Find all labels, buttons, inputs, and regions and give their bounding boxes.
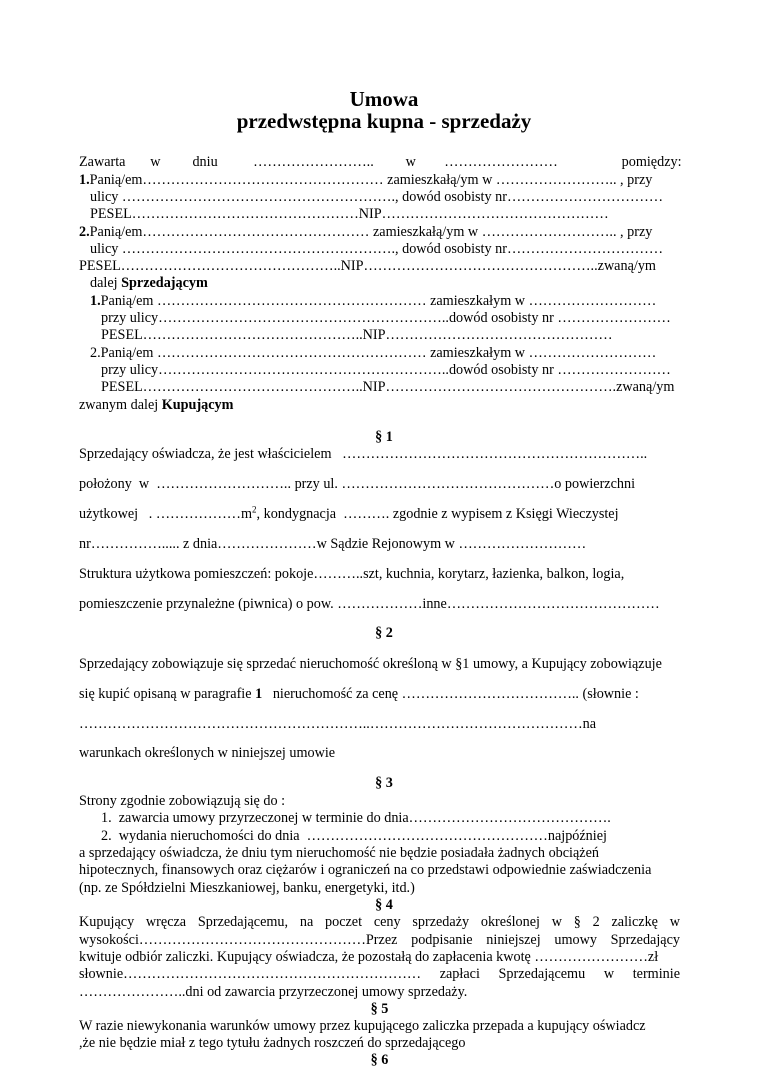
seller-term: Sprzedającym	[121, 275, 208, 291]
buyer-prefix: zwanym dalej	[79, 397, 162, 413]
section-3-line-6: (np. ze Spółdzielni Mieszkaniowej, banku, energetyki, itd.)	[79, 880, 415, 896]
party-1-text: Panią/em…………………………………………… zamieszkałą/ym w …………………….. , przy	[89, 172, 653, 188]
header-line-buyer-2: 2.Panią/em ………………………………………………… zamieszkałym w ………………………	[90, 345, 657, 361]
section-3-item-2: 2. wydania nieruchomości do dnia ……………………………………………najpóźniej	[101, 828, 607, 844]
header-line-party-1-ids: PESEL…………………………………………NIP…………………………………………	[90, 206, 609, 222]
section-1-line-1: Sprzedający oświadcza, że jest właścicielem ………………………………………………………..	[79, 446, 648, 462]
floor-text: , kondygnacja ………. zgodnie z wypisem z Księgi Wieczystej	[256, 506, 619, 522]
section-4-line-2: wysokości…………………………………………Przez podpisanie niniejszej umowy Sprzedający	[79, 932, 680, 948]
buyer-number-1: 1.	[90, 293, 101, 309]
seller-prefix: dalej	[90, 275, 122, 291]
section-3-heading: § 3	[375, 775, 393, 791]
section-2-heading: § 2	[375, 625, 393, 641]
party-number-1: 1.	[79, 172, 90, 188]
section-5-heading: § 5	[370, 1001, 389, 1017]
header-line-buyer-1	[90, 293, 656, 310]
section-4-line-4: słownie……………………………………………………… zapłaci Sprzedającemu w terminie	[79, 966, 680, 982]
section-2-line-1: Sprzedający zobowiązuje się sprzedać nieruchomość określoną w §1 umowy, a Kupujący zobowiązuje	[79, 656, 662, 672]
header-line-buyer-1-address: przy ulicy……………………………………………………..dowód osobisty nr ……………………	[101, 310, 671, 326]
section-1-heading: § 1	[375, 429, 393, 445]
header-line-seller-label	[90, 275, 208, 292]
header-line-buyer-2-ids: PESEL………………………………………..NIP………………………………………….zwaną/ym	[101, 379, 675, 395]
section-6-heading: § 6	[370, 1052, 389, 1068]
buyer-term: Kupującym	[161, 397, 234, 413]
section-2-line-2	[79, 686, 639, 703]
section-4-line-1: Kupujący wręcza Sprzedającemu, na poczet ceny sprzedaży określonej w § 2 zaliczkę w	[79, 914, 680, 930]
header-line-party-2-ids: PESEL………………………………………..NIP…………………………………………..zwaną/ym	[79, 258, 656, 274]
section-2-line-2-text: się kupić opisaną w paragrafie	[79, 686, 256, 702]
section-4-line-5: …………………..dni od zawarcia przyrzeczonej umowy sprzedaży.	[79, 984, 468, 1000]
section-1-line-3	[79, 506, 619, 523]
header-line-party-2-address: ulicy …………………………………………………., dowód osobisty nr……………………………	[90, 241, 664, 257]
header-line-party-1-address: ulicy …………………………………………………., dowód osobisty nr……………………………	[90, 189, 664, 205]
header-line-buyer-1-ids: PESEL………………………………………..NIP…………………………………………	[101, 327, 613, 343]
header-line-party-2	[79, 224, 652, 241]
section-3-item-1: 1. zawarcia umowy przyrzeczonej w terminie do dnia…………………………………….	[101, 810, 611, 826]
area-unit-superscript: 2	[252, 504, 257, 515]
header-line-buyer-label	[79, 397, 233, 414]
title-line-2: przedwstępna kupna - sprzedaży	[236, 109, 532, 133]
section-3-line-5: hipotecznych, finansowych oraz ciężarów i ograniczeń na co przedstawi odpowiednie zaświadczenia	[79, 862, 652, 878]
party-number-2: 2.	[79, 224, 90, 240]
party-2-text: Panią/em………………………………………… zamieszkałą/ym w ……………………….. , przy	[89, 224, 653, 240]
buyer-1-text: Panią/em ………………………………………………… zamieszkałym w ………………………	[100, 293, 657, 309]
paragraph-ref: 1	[255, 686, 263, 702]
section-1-line-4: nr……………..... z dnia…………………w Sądzie Rejonowym w ………………………	[79, 536, 587, 552]
header-line-party-1	[79, 172, 652, 189]
section-1-line-6: pomieszczenie przynależne (piwnica) o pow. ………………inne………………………………………	[79, 596, 660, 612]
section-4-line-3: kwituje odbiór zaliczki. Kupujący oświadcza, że pozostałą do zapłacenia kwotę ……………………zł	[79, 949, 659, 965]
header-line-buyer-2-address: przy ulicy……………………………………………………..dowód osobisty nr ……………………	[101, 362, 671, 378]
area-text: użytkowej . ………………m	[79, 506, 252, 522]
section-2-line-2-price: nieruchomość za cenę ……………………………….. (słownie :	[262, 686, 639, 702]
section-5-line-1: W razie niewykonania warunków umowy przez kupującego zaliczka przepada a kupujący oświadcz	[79, 1018, 646, 1034]
section-3-line-1: Strony zgodnie zobowiązują się do :	[79, 793, 286, 809]
section-1-line-2: położony w ……………………….. przy ul. ………………………………………o powierzchni	[79, 476, 636, 492]
section-1-line-5: Struktura użytkowa pomieszczeń: pokoje………..szt, kuchnia, korytarz, łazienka, balkon, logia,	[79, 566, 625, 582]
document-continuation	[79, 1001, 680, 1069]
header-line-contract-date: Zawarta w dniu …………………….. w …………………… pomiędzy:	[79, 154, 682, 170]
title-line-1: Umowa	[349, 87, 419, 111]
section-5-line-2: ,że nie będzie miał z tego tytułu żadnych roszczeń do sprzedającego	[79, 1035, 466, 1051]
section-2-line-3: ……………………………………………………..………………………………………na	[79, 716, 597, 732]
section-3-line-4: a sprzedający oświadcza, że dniu tym nieruchomość nie będzie posiadała żadnych obciążeń	[79, 845, 599, 861]
section-2-line-4: warunkach określonych w niniejszej umowie	[79, 745, 336, 761]
section-4-heading: § 4	[375, 897, 393, 913]
